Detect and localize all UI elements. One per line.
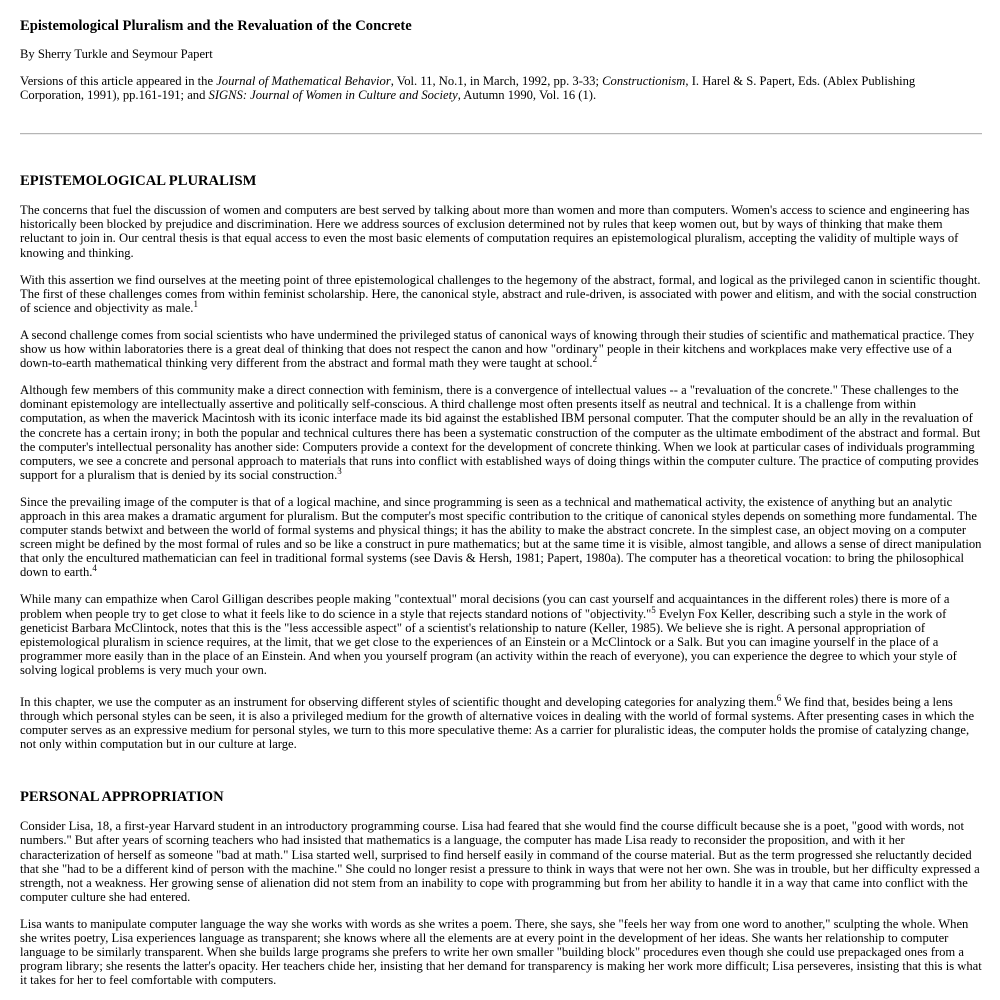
paragraph-text: While many can empathize when Carol Gilligan describes people making "contextual" moral decisions (you can cast yourself and acquaintances in the different roles) there is more of a problem when people try to get close to what it feels like to do science in a style that rejects standard notions of "objectivity." — [20, 592, 950, 621]
footnote-ref-3[interactable]: 3 — [337, 465, 342, 476]
paragraph — [20, 273, 982, 315]
paragraph — [20, 383, 982, 482]
journal-title-1: Journal of Mathematical Behavior — [216, 74, 391, 89]
paragraph — [20, 495, 982, 580]
section-heading-personal-appropriation: PERSONAL APPROPRIATION — [20, 789, 224, 806]
paragraph — [20, 695, 982, 751]
section-heading-epistemological-pluralism: EPISTEMOLOGICAL PLURALISM — [20, 173, 257, 190]
paragraph — [20, 328, 982, 370]
paragraph-text: Evelyn Fox Keller, describing such a style in the work of geneticist Barbara McClintock, notes that this is the "less accessible aspect" of a scientist's relationship to nature (Keller, 1985). We believe she is right. A personal appropriation of epistemological pluralism in science requires, at the limit, that we get close to the experiences of an Einstein or a McClintock or a Salk. But you can imagine yourself in the place of a programmer more easily than in the place of an Einstein. And when you yourself program (an activity within the reach of everyone), you can experience the degree to which your style of solving logical problems is very much your own. — [20, 606, 957, 677]
journal-title-2: SIGNS: Journal of Women in Culture and Society — [208, 88, 458, 103]
byline: By Sherry Turkle and Seymour Papert — [20, 47, 213, 61]
footnote-ref-5[interactable]: 5 — [651, 604, 656, 615]
document-title: Epistemological Pluralism and the Revaluation of the Concrete — [20, 18, 412, 34]
footnote-ref-4[interactable]: 4 — [92, 563, 97, 574]
footnote-ref-1[interactable]: 1 — [193, 298, 198, 309]
publication-note-intro: Versions of this article appeared in the — [20, 74, 217, 89]
paragraph: Lisa wants to manipulate computer language the way she works with words as she writes a poem. There, she says, she "feels her way from one word to another," sculpting the whole. When she writes poetry, Lisa experiences language as transparent; she knows where all the elements are at every point in the development of her ideas. She wants her relationship to computer language to be similarly transparent. When she builds large programs she prefers to write her own smaller "building block" procedures even though she could use prepackaged ones from a program library; she resents the latter's opacity. Her teachers chide her, insisting that her demand for transparency is making her work more difficult; Lisa perseveres, insisting that this is what it takes for her to feel comfortable with computers. — [20, 916, 982, 988]
paragraph: Consider Lisa, 18, a first-year Harvard student in an introductory programming course. Lisa had feared that she would find the course difficult because she is a poet, "good with words, not numbers." But after years of scorning teachers who had insisted that mathematics is a language, the computer has made Lisa ready to reconsider the proposition, and with it her characterization of herself as someone "bad at math." Lisa started well, surprised to find herself easily in command of the course material. But as the term progressed she reluctantly decided that she "had to be a different kind of person with the machine." She could no longer resist a pressure to think in ways that were not her own. She was in trouble, but her difficulty expressed a strength, not a weakness. Her growing sense of alienation did not stem from an inability to cope with programming but from her ability to handle it in a way that came into conflict with the computer culture she had entered. — [20, 819, 980, 904]
paragraph-text: In this chapter, we use the computer as an instrument for observing different styles of scientific thought and developing categories for analyzing them. — [20, 695, 777, 709]
publication-note — [20, 74, 982, 102]
publication-note-part-3: , Autumn 1990, Vol. 16 (1). — [457, 88, 597, 103]
paragraph-text: A second challenge comes from social scientists who have undermined the privileged status of canonical ways of knowing through their studies of scientific and mathematical practice. They show us how within laboratories there is a great deal of thinking that does not respect the canon and how "ordinary" people in their kitchens and workplaces make very effective use of a down-to-earth mathematical thinking very different from the abstract and formal math they were taught at school. — [20, 327, 975, 371]
paragraph — [20, 592, 982, 677]
publication-note-part-1: , Vol. 11, No.1, in March, 1992, pp. 3-33; — [390, 74, 603, 89]
paragraph-text: Since the prevailing image of the computer is that of a logical machine, and since programming is seen as a technical and mathematical activity, the existence of anything but an analytic approach in this area makes a dramatic argument for pluralism. But the computer's most specific contribution to the critique of canonical styles depends on something more fundamental. The computer stands betwixt and between the world of formal systems and physical things; it has the ability to make the abstract concrete. In the simplest case, an object moving on a computer screen might be defined by the most formal of rules and so be like a construct in pure mathematics; but at the same time it is visible, almost tangible, and allows a sense of direct manipulation that only the encultured mathematician can feel in traditional formal systems (see Davis & Hersh, 1981; Papert, 1980a). The computer has a theoretical vocation: to bring the philosophical down to earth. — [20, 494, 982, 580]
publication-note-part-2: , I. Harel & S. Papert, Eds. (Ablex Publishing Corporation, 1991), pp.161-191; and — [20, 74, 916, 103]
paragraph-text: With this assertion we find ourselves at the meeting point of three epistemological challenges to the hegemony of the abstract, formal, and logical as the privileged canon in scientific thought. The first of these challenges comes from within feminist scholarship. Here, the canonical style, abstract and rule-driven, is associated with power and elitism, and with the social construction of science and objectivity as male. — [20, 272, 981, 315]
paragraph: The concerns that fuel the discussion of women and computers are best served by talking about more than women and more than computers. Women's access to science and engineering has historically been blocked by prejudice and discrimination. Here we address sources of exclusion determined not by rules that keep women out, but by ways of thinking that make them reluctant to join in. Our central thesis is that equal access to even the most basic elements of computation requires an epistemological pluralism, accepting the validity of multiple ways of knowing and thinking. — [20, 203, 970, 260]
horizontal-rule — [20, 133, 982, 135]
paragraph-text: Although few members of this community make a direct connection with feminism, there is a convergence of intellectual values -- a "revaluation of the concrete." These challenges to the dominant epistemology are intellectually assertive and politically self-conscious. A third challenge most often presents itself as neutral and technical. It is a challenge from within computation, as when the maverick Macintosh with its iconic interface made its bid against the established IBM personal computer. That the computer should be an ally in the revaluation of the concrete has a certain irony; in both the popular and technical cultures there has been a systematic construction of the computer as the ultimate embodiment of the abstract and formal. But the computer's intellectual personality has another side: Computers provide a context for the development of concrete thinking. When we look at particular cases of individuals programming computers, we see a concrete and personal approach to materials that runs into conflict with established ways of doing things within the computer culture. The practice of computing provides support for a pluralism that is denied by its social construction. — [20, 383, 981, 482]
footnote-ref-2[interactable]: 2 — [592, 354, 598, 365]
footnote-ref-6[interactable]: 6 — [776, 693, 782, 703]
book-title: Constructionism — [602, 74, 686, 89]
paragraph-text: We find that, besides being a lens through which personal styles can be seen, it is also a privileged medium for the growth of alternative voices in dealing with the world of formal systems. After presenting cases in which the computer serves as an expressive medium for personal styles, we turn to this more speculative theme: As a carrier for pluralistic ideas, the computer holds the promise of catalyzing change, not only within computation but in our culture at large. — [20, 695, 975, 752]
document-page — [20, 18, 982, 1000]
